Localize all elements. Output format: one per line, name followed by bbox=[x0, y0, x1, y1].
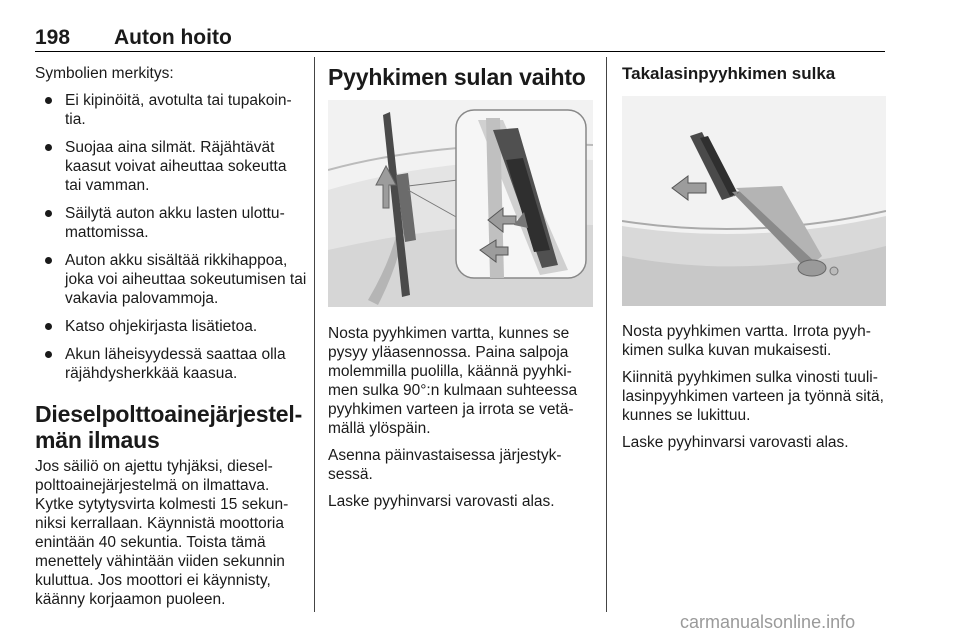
windscreen-wiper-illustration bbox=[328, 100, 593, 307]
chapter-title: Auton hoito bbox=[114, 26, 232, 49]
column-divider-2 bbox=[606, 57, 607, 612]
wiper-blade-step-2: Asenna päinvastaisessa järjestyksessä. bbox=[328, 447, 562, 483]
wiper-blade-step-1: Nosta pyyhkimen vartta, kunnes se pysyy yläasennossa. Paina salpoja molemmilla puolilla, käännä pyyhkimen sulka 90°:n kulmaan suhteessa pyyhkimen varteen ja irrota se vetämällä ylöspäin. bbox=[328, 325, 578, 437]
bullet-icon bbox=[45, 257, 52, 264]
column-divider-1 bbox=[314, 57, 315, 612]
wiper-blade-figure bbox=[328, 100, 593, 307]
bullet-icon bbox=[45, 351, 52, 358]
wiper-blade-heading: Pyyhkimen sulan vaihto bbox=[328, 64, 586, 90]
list-item: Katso ohjekirjasta lisätietoa. bbox=[35, 317, 307, 336]
diesel-bleed-body: Jos säiliö on ajettu tyhjäksi, dieselpolttoainejärjestelmä on ilmattava. Kytke sytytysvirta kolmesti 15 sekunniksi kerrallaan. Käynnistä moottoria enintään 40 sekuntia. Toista tämä menettely vähintään viiden sekunnin kuluttua. Jos moottori ei käynnisty, käänny korjaamon puoleen. bbox=[35, 458, 289, 608]
rear-wiper-heading: Takalasinpyyhkimen sulka bbox=[622, 64, 836, 83]
symbol-list bbox=[35, 91, 307, 383]
list-item: Säilytä auton akku lasten ulottumattomissa. bbox=[35, 204, 307, 242]
column-middle bbox=[328, 64, 593, 519]
list-item: Akun läheisyydessä saattaa olla räjähdysherkkää kaasua. bbox=[35, 345, 307, 383]
list-item: Suojaa aina silmät. Räjähtävät kaasut voivat aiheuttaa sokeutta tai vamman. bbox=[35, 138, 307, 195]
column-right bbox=[622, 64, 886, 460]
symbols-intro: Symbolien merkitys: bbox=[35, 65, 174, 82]
list-item: Ei kipinöitä, avotulta tai tupakointia. bbox=[35, 91, 307, 129]
column-left bbox=[35, 64, 307, 617]
header-rule bbox=[35, 51, 885, 52]
rear-wiper-illustration bbox=[622, 96, 886, 306]
diesel-bleed-heading: Dieselpolttoainejärjestelmän ilmaus bbox=[35, 401, 303, 453]
bullet-icon bbox=[45, 144, 52, 151]
bullet-icon bbox=[45, 323, 52, 330]
list-item: Auton akku sisältää rikkihappoa, joka voi aiheuttaa sokeutumisen tai vakavia palovammoja. bbox=[35, 251, 307, 308]
rear-wiper-figure bbox=[622, 96, 886, 306]
bullet-icon bbox=[45, 210, 52, 217]
rear-wiper-step-2: Kiinnitä pyyhkimen sulka vinosti tuulilasinpyyhkimen varteen ja työnnä sitä, kunnes se lukittuu. bbox=[622, 369, 884, 424]
page-header bbox=[35, 26, 885, 50]
bullet-icon bbox=[45, 97, 52, 104]
rear-wiper-step-1: Nosta pyyhkimen vartta. Irrota pyyhkimen sulka kuvan mukaisesti. bbox=[622, 323, 871, 359]
rear-wiper-step-3: Laske pyyhinvarsi varovasti alas. bbox=[622, 434, 849, 451]
wiper-blade-step-3: Laske pyyhinvarsi varovasti alas. bbox=[328, 493, 555, 510]
watermark: carmanualsonline.info bbox=[680, 612, 856, 632]
page-number: 198 bbox=[35, 26, 71, 49]
